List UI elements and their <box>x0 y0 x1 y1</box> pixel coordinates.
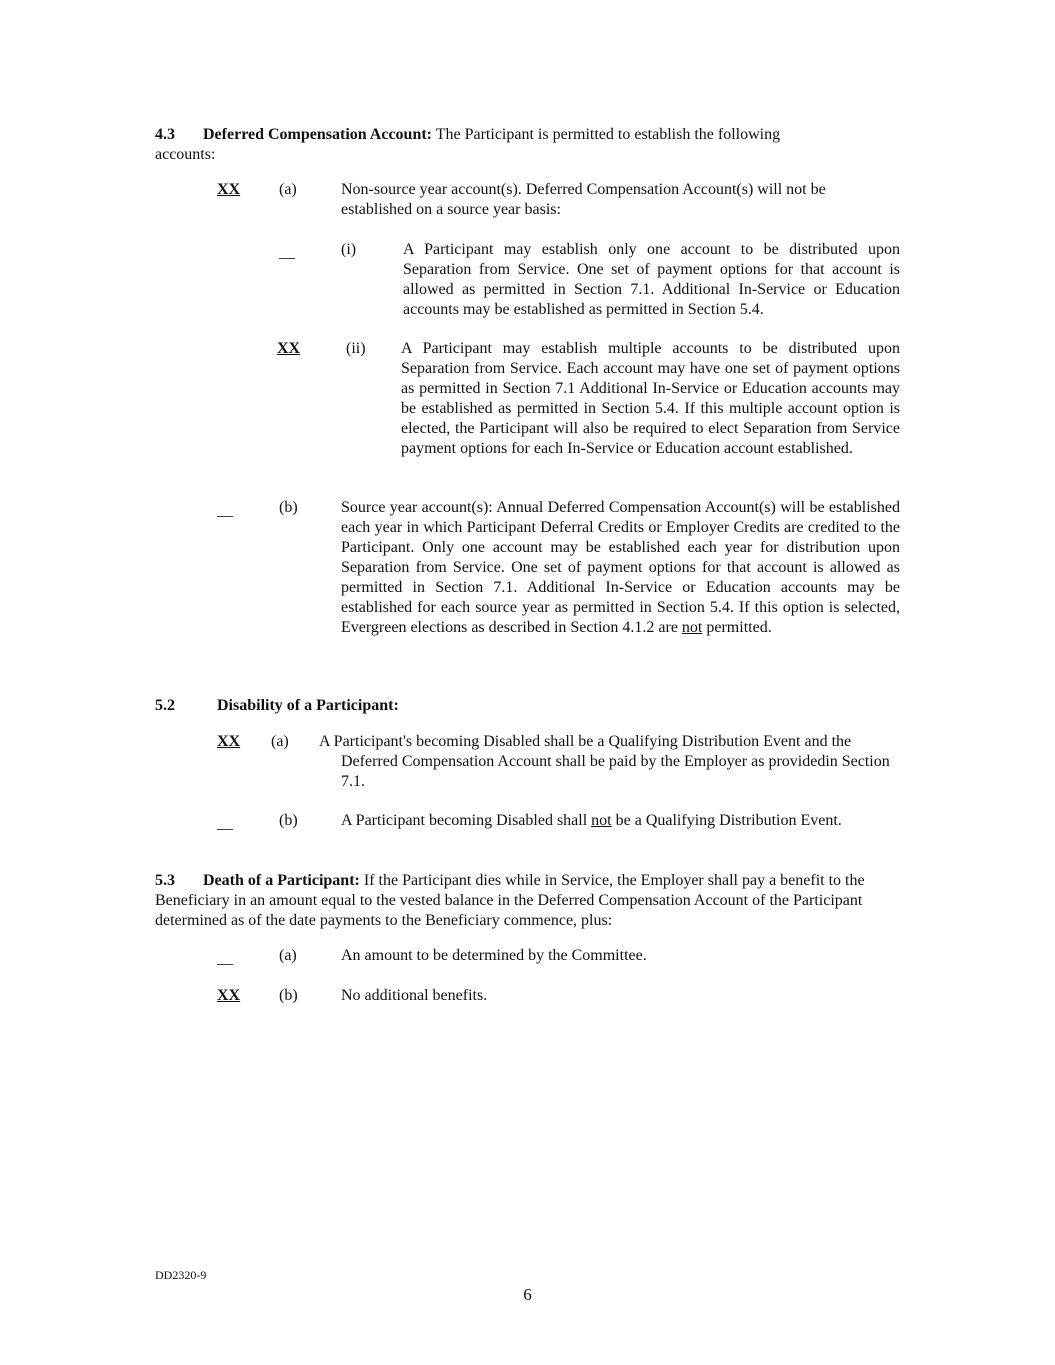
item-text: Non-source year account(s). Deferred Compensation Account(s) will not be established on a source year basis: <box>341 181 826 218</box>
item-text-continued: Deferred Compensation Account shall be paid by the Employer as providedin Section 7.1. <box>341 753 890 790</box>
item-label: (a) <box>279 181 297 198</box>
item-label: (a) <box>279 947 297 964</box>
section-number: 4.3 <box>155 126 175 143</box>
item-text-start: A Participant becoming Disabled shall <box>341 812 592 829</box>
section-number: 5.3 <box>155 872 175 889</box>
section-intro: If the Participant dies while in Service, the Employer shall pay a benefit to the Beneficiary in an amount equal to the vested balance in the Deferred Compensation Account of the Participant determined as of the date payments to the Beneficiary commence, plus: <box>155 872 865 929</box>
document-id: DD2320-9 <box>155 1268 207 1282</box>
item-label: (b) <box>279 987 298 1004</box>
item-text-first-line: A Participant's becoming Disabled shall be a Qualifying Distribution Event and the <box>319 733 852 750</box>
selection-mark: XX <box>217 733 241 750</box>
selection-blank: __ <box>217 502 233 519</box>
selection-mark: XX <box>217 181 241 198</box>
selection-blank: __ <box>279 244 295 261</box>
item-text: An amount to be determined by the Committee. <box>341 947 647 964</box>
item-text <box>341 498 900 638</box>
section-intro-continued: accounts: <box>155 146 216 163</box>
item-text-start: Source year account(s): Annual Deferred Compensation Account(s) will be established each year in which Participant Deferral Credits or Employer Credits are credited to the Participant. Only one account may be established each year for distribution upon Separation from Service. One set of payment options for that account is allowed as permitted in Section 7.1. Additional In-Service or Education accounts may be established for each source year as permitted in Section 5.4. If this option is selected, Evergreen elections as described in Section 4.1.2 are <box>341 499 900 636</box>
selection-mark: XX <box>277 340 301 357</box>
section-number: 5.2 <box>155 697 175 714</box>
page-number: 6 <box>523 1285 532 1304</box>
section-title: Deferred Compensation Account: <box>203 126 433 143</box>
section-4-3-heading <box>155 125 855 145</box>
item-text: A Participant may establish multiple accounts to be distributed upon Separation from Service. Each account may have one set of payment options as permitted in Section 7.1 Additional In-Service or Education accounts may be established as permitted in Section 5.4. If this multiple account option is elected, the Participant will also be required to elect Separation from Service payment options for each In-Service or Education account established. <box>401 340 900 457</box>
item-label: (a) <box>271 733 289 750</box>
section-intro: The Participant is permitted to establish the following <box>432 126 781 143</box>
section-title: Disability of a Participant: <box>217 697 399 714</box>
emphasis-not: not <box>591 812 612 829</box>
item-label: (i) <box>341 241 357 258</box>
selection-blank: __ <box>217 815 233 832</box>
item-text-end: permitted. <box>702 619 772 636</box>
section-5-3-paragraph <box>155 871 890 931</box>
item-text <box>341 811 900 831</box>
selection-mark: XX <box>217 987 241 1004</box>
item-label: (b) <box>279 812 298 829</box>
item-text: No additional benefits. <box>341 987 488 1004</box>
section-title: Death of a Participant: <box>203 872 360 889</box>
emphasis-not: not <box>681 619 703 636</box>
item-label: (b) <box>279 499 298 516</box>
item-text: A Participant may establish only one account to be distributed upon Separation from Service. One set of payment options for that account is allowed as permitted in Section 7.1. Additional In-Service or Education accounts may be established as permitted in Section 5.4. <box>403 241 900 318</box>
item-text-end: be a Qualifying Distribution Event. <box>611 812 842 829</box>
selection-blank: __ <box>217 950 233 967</box>
item-label: (ii) <box>346 340 366 357</box>
